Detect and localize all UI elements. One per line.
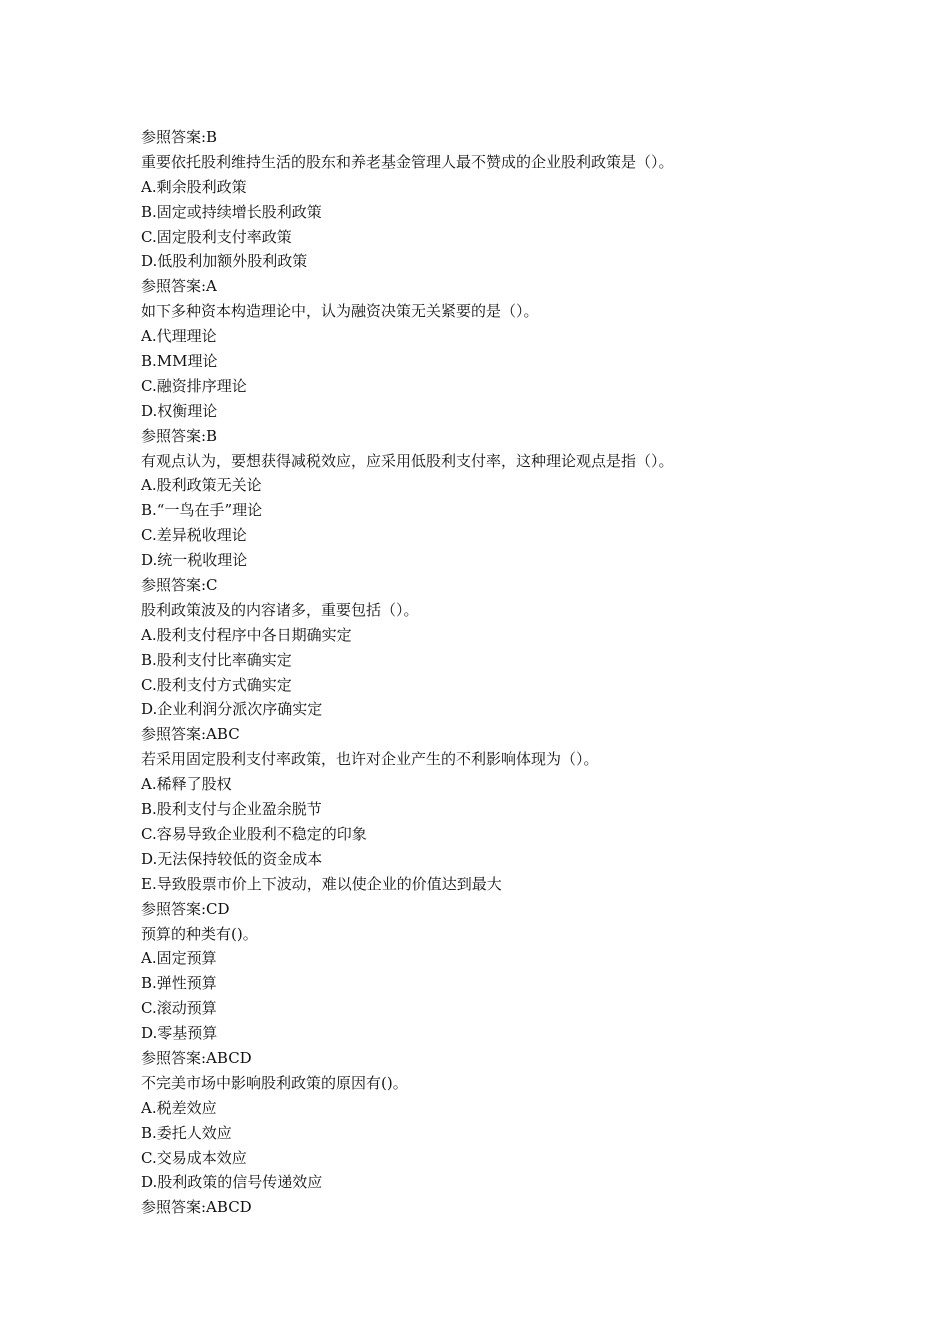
option-line: B.“一鸟在手”理论 [141,501,263,520]
option-line: A.稀释了股权 [141,775,232,794]
option-line: A.税差效应 [141,1098,217,1117]
option-line: A.股利政策无关论 [141,476,262,495]
question-line: 若采用固定股利支付率政策，也许对企业产生的不利影响体现为（）。 [141,750,599,769]
option-line: C.容易导致企业股利不稳定的印象 [141,824,367,843]
option-line: C.滚动预算 [141,999,217,1018]
option-line: D.无法保持较低的资金成本 [141,849,323,868]
option-line: B.弹性预算 [141,974,217,993]
option-line: B.股利支付比率确实定 [141,650,292,669]
document-body [141,125,921,1220]
answer-line: 参照答案:ABCD [141,1198,252,1217]
option-line: B.委托人效应 [141,1123,232,1142]
option-line: A.剩余股利政策 [141,177,247,196]
option-line: D.企业利润分派次序确实定 [141,700,323,719]
option-line: D.股利政策的信号传递效应 [141,1173,323,1192]
option-line: A.代理理论 [141,327,217,346]
option-line: C.股利支付方式确实定 [141,675,292,694]
option-line: C.差异税收理论 [141,526,247,545]
question-line: 股利政策波及的内容诸多，重要包括（）。 [141,600,419,619]
answer-line: 参照答案:B [141,128,218,146]
question-line: 如下多种资本构造理论中，认为融资决策无关紧要的是（）。 [141,302,539,321]
option-line: A.股利支付程序中各日期确实定 [141,625,352,644]
answer-line: 参照答案:ABCD [141,1048,252,1067]
option-line: C.交易成本效应 [141,1148,247,1167]
answer-line: 参照答案:ABC [141,725,240,744]
answer-line: 参照答案:C [141,576,218,595]
option-line: E.导致股票市价上下波动，难以使企业的价值达到最大 [141,874,502,893]
option-line: C.固定股利支付率政策 [141,227,292,246]
option-line: D.零基预算 [141,1024,218,1043]
question-line: 重要依托股利维持生活的股东和养老基金管理人最不赞成的企业股利政策是（）。 [141,152,674,171]
option-line: D.权衡理论 [141,401,218,420]
option-line: B.固定或持续增长股利政策 [141,202,322,221]
answer-line: 参照答案:B [141,426,218,445]
option-line: D.低股利加额外股利政策 [141,252,308,271]
option-line: A.固定预算 [141,949,217,968]
option-line: B.股利支付与企业盈余脱节 [141,800,322,819]
answer-line: 参照答案:A [141,277,217,296]
option-line: D.统一税收理论 [141,551,248,570]
option-line: B.MM理论 [141,352,218,371]
option-line: C.融资排序理论 [141,376,247,395]
question-line: 有观点认为，要想获得减税效应，应采用低股利支付率，这种理论观点是指（）。 [141,451,674,470]
answer-line: 参照答案:CD [141,899,230,918]
question-line: 预算的种类有()。 [141,924,258,943]
question-line: 不完美市场中影响股利政策的原因有()。 [141,1073,408,1092]
